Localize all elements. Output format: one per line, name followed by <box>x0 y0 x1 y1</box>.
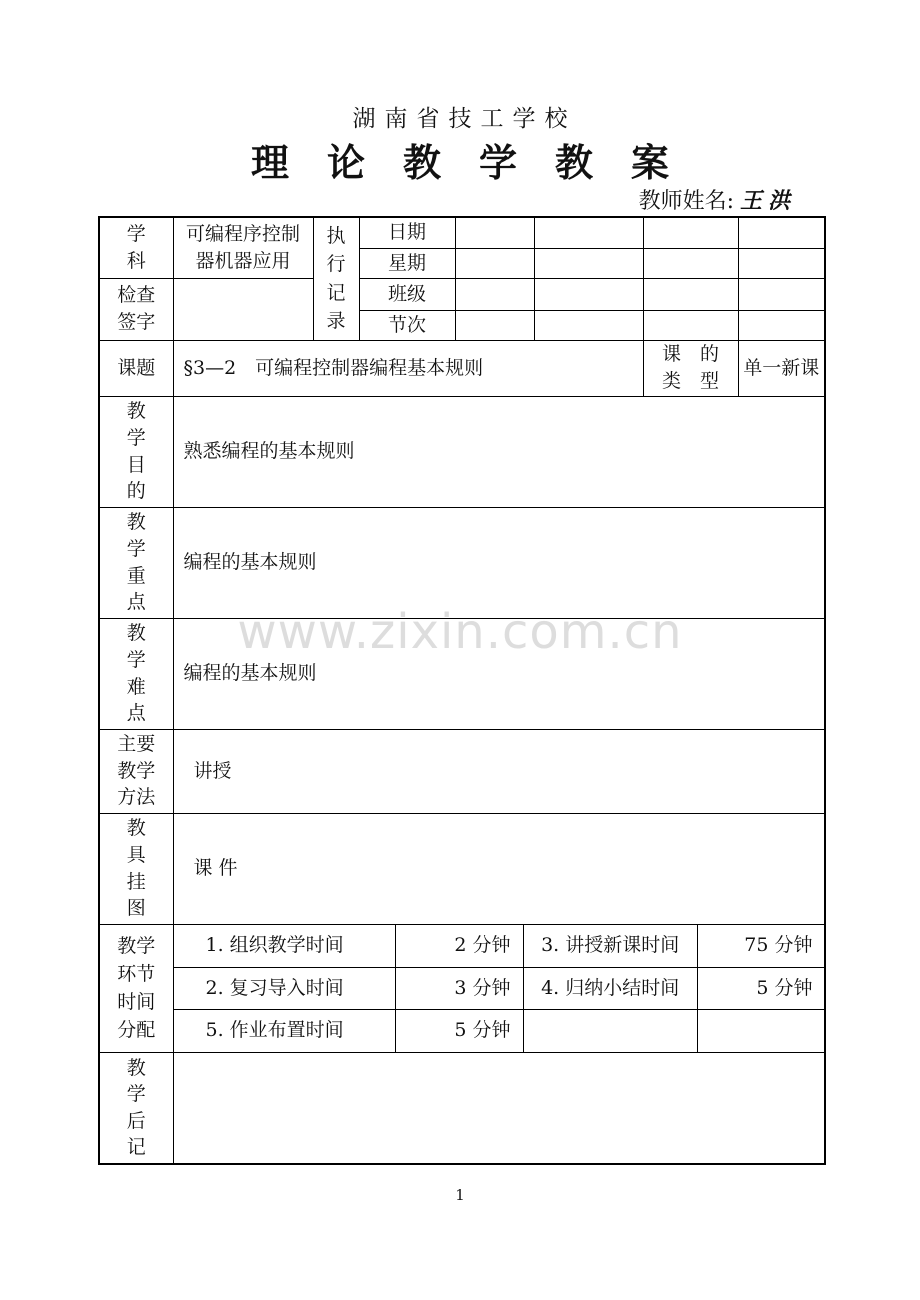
exec-cell <box>534 310 643 340</box>
time-allocation-table <box>174 925 825 1052</box>
method-label <box>99 729 173 813</box>
teacher-name: 王洪 <box>739 188 796 214</box>
exec-cell <box>455 278 534 310</box>
time-item-empty <box>523 1010 697 1052</box>
check-label-text: 检查签字 <box>117 284 156 333</box>
course-type-label <box>643 340 738 396</box>
time-label-text: 教学环节时间分配 <box>117 934 156 1042</box>
tools-value: 课 件 <box>173 813 825 924</box>
exec-cell <box>455 217 534 248</box>
teacher-line <box>639 184 796 215</box>
exec-cell <box>643 278 738 310</box>
teacher-label: 教师姓名: <box>638 189 734 214</box>
aim-label <box>99 396 173 507</box>
exec-cell <box>643 217 738 248</box>
course-type-label-text: 课 的类 型 <box>661 343 719 392</box>
time-item-name: 2. 复习导入时间 <box>174 968 396 1010</box>
exec-row-date: 日期 <box>359 217 455 248</box>
page-number: 1 <box>455 1186 465 1204</box>
school-name: 湖南省技工学校 <box>352 106 577 132</box>
difficulty-label <box>99 618 173 729</box>
time-item-time: 3 分钟 <box>396 968 523 1010</box>
time-item-name: 4. 归纳小结时间 <box>523 968 697 1010</box>
post-label-text: 教学后记 <box>126 1056 146 1159</box>
exec-cell <box>738 278 825 310</box>
method-value: 讲授 <box>173 729 825 813</box>
aim-label-text: 教学目的 <box>126 400 146 503</box>
time-item-name: 5. 作业布置时间 <box>174 1010 396 1052</box>
key-label <box>99 507 173 618</box>
exec-cell <box>643 310 738 340</box>
exec-cell <box>534 248 643 278</box>
exec-row-class: 班级 <box>359 278 455 310</box>
exec-row-period: 节次 <box>359 310 455 340</box>
subject-value: 可编程序控制器机器应用 <box>173 217 313 278</box>
time-item-time: 75 分钟 <box>697 925 824 968</box>
document-title: 理论教学教案 <box>250 140 707 185</box>
topic-label: 课题 <box>99 340 173 396</box>
check-label <box>99 278 173 340</box>
check-value <box>173 278 313 340</box>
key-value: 编程的基本规则 <box>173 507 825 618</box>
exec-label-text: 执行记录 <box>326 224 346 333</box>
exec-cell <box>455 310 534 340</box>
course-type-value: 单一新课 <box>738 340 825 396</box>
difficulty-label-text: 教学难点 <box>126 622 146 725</box>
key-label-text: 教学重点 <box>126 511 146 614</box>
time-allocation-cell <box>173 924 825 1052</box>
difficulty-value: 编程的基本规则 <box>173 618 825 729</box>
time-item-time: 5 分钟 <box>697 968 824 1010</box>
exec-cell <box>738 310 825 340</box>
method-label-text: 主要教学方法 <box>117 733 156 809</box>
time-item-empty <box>697 1010 824 1052</box>
time-item-time: 5 分钟 <box>396 1010 523 1052</box>
watermark: www.zixin.com.cn <box>237 604 683 660</box>
time-label <box>99 924 173 1052</box>
exec-cell <box>738 248 825 278</box>
exec-cell <box>534 278 643 310</box>
tools-label-text: 教具挂图 <box>126 817 146 920</box>
lesson-plan-table <box>98 216 826 1165</box>
time-item-name: 1. 组织教学时间 <box>174 925 396 968</box>
post-label <box>99 1052 173 1164</box>
post-value <box>173 1052 825 1164</box>
exec-cell <box>643 248 738 278</box>
tools-label <box>99 813 173 924</box>
subject-label-text: 学科 <box>126 223 146 272</box>
time-item-name: 3. 讲授新课时间 <box>523 925 697 968</box>
exec-cell <box>738 217 825 248</box>
exec-cell <box>534 217 643 248</box>
topic-value: §3—2 可编程控制器编程基本规则 <box>173 340 643 396</box>
exec-cell <box>455 248 534 278</box>
exec-label <box>313 217 359 340</box>
aim-value: 熟悉编程的基本规则 <box>173 396 825 507</box>
subject-label <box>99 217 173 278</box>
exec-row-weekday: 星期 <box>359 248 455 278</box>
time-item-time: 2 分钟 <box>396 925 523 968</box>
